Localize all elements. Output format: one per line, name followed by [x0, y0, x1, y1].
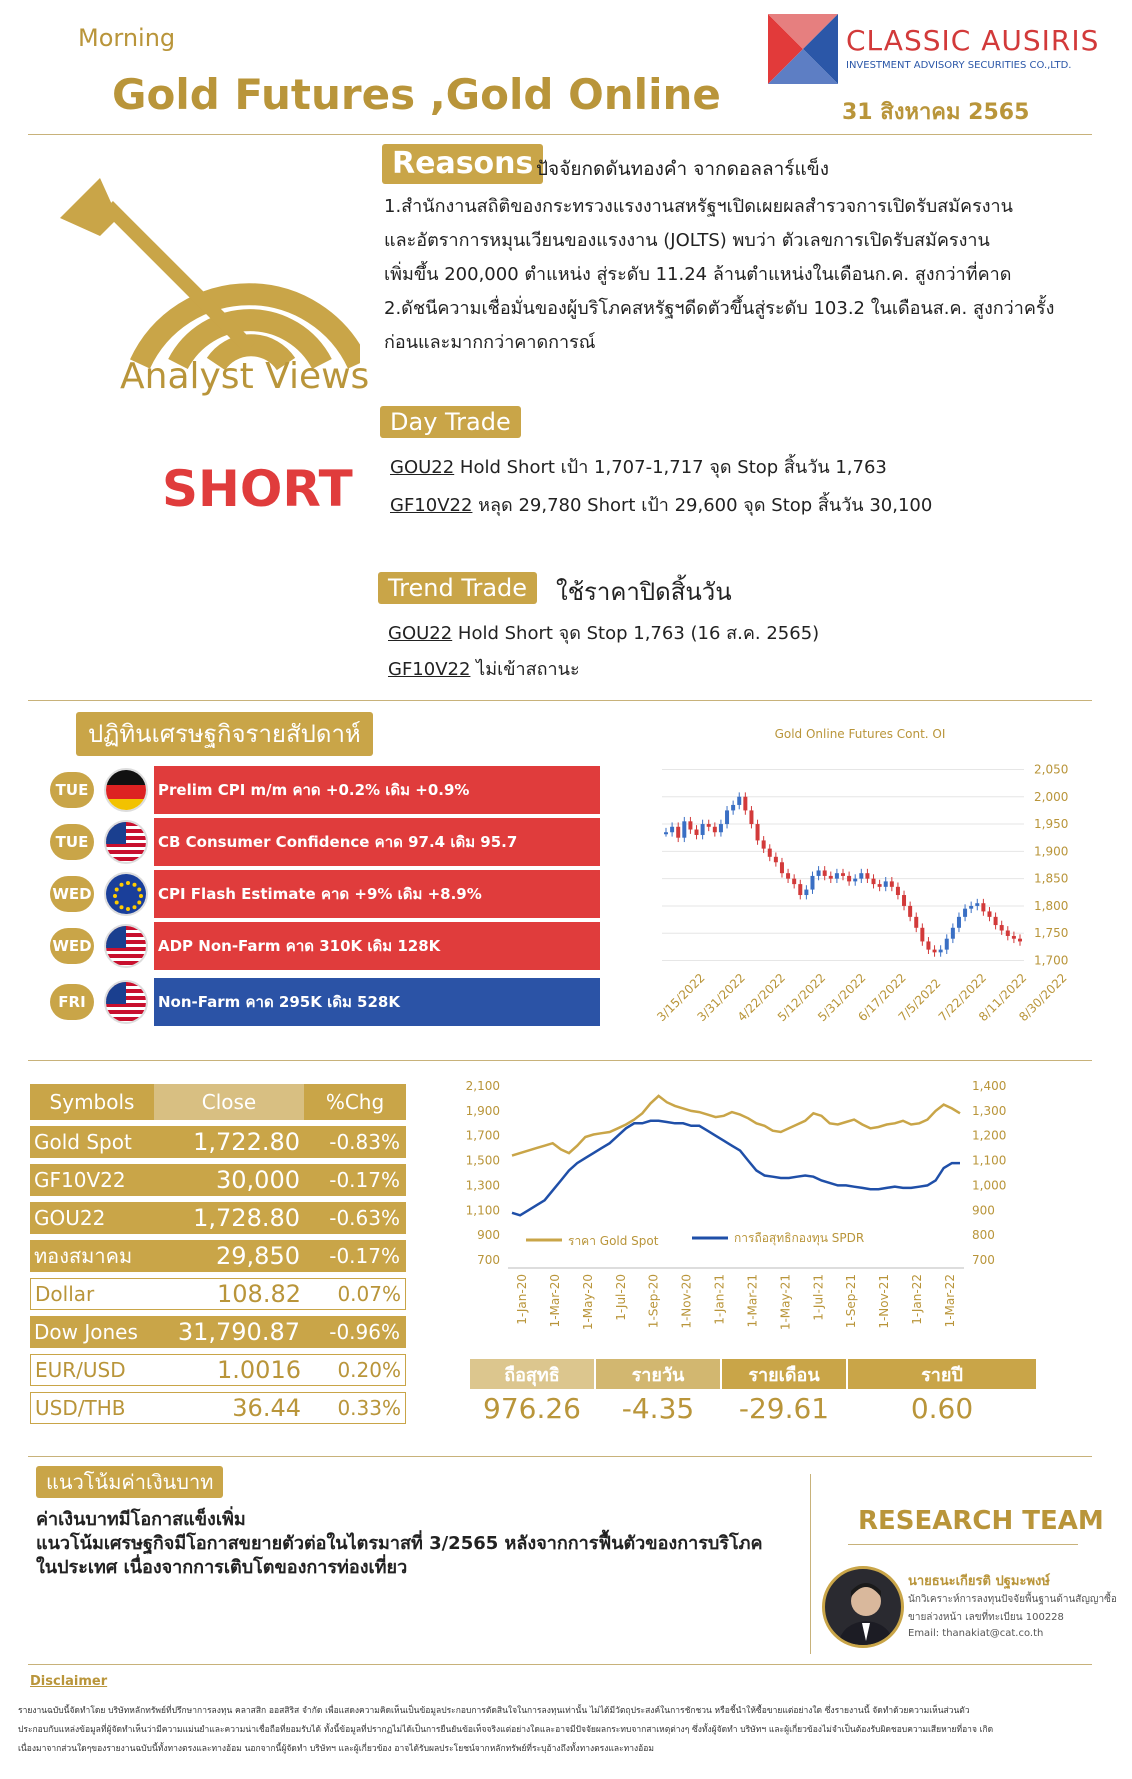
close-cell: 108.82	[217, 1280, 301, 1308]
candle-body	[664, 832, 668, 834]
candle-body	[957, 917, 961, 928]
stat-monthly: -29.61	[738, 1392, 830, 1425]
candle-body	[890, 881, 894, 886]
candle-body	[688, 821, 692, 829]
y-left-tick-label: 1,500	[465, 1153, 500, 1168]
chg-cell: -0.63%	[329, 1206, 400, 1230]
research-panel	[810, 1474, 811, 1654]
chg-cell: 0.33%	[337, 1396, 401, 1420]
y-left-tick-label: 900	[477, 1228, 500, 1243]
stat-head-yearly: รายปี	[848, 1359, 1036, 1389]
candle-body	[945, 939, 949, 950]
reasons-line: 1.สำนักงานสถิติของกระทรวงแรงงานสหรัฐฯเปิดเผยผลสำรวจการเปิดรับสมัครงาน	[384, 196, 1013, 217]
y-right-tick-label: 1,100	[972, 1153, 1007, 1168]
candle-body	[865, 873, 869, 878]
page-title: Gold Futures ,Gold Online	[112, 70, 721, 119]
divider	[28, 1060, 1092, 1061]
y-right-tick-label: 700	[972, 1253, 995, 1267]
symbol-cell: Gold Spot	[34, 1130, 132, 1154]
table-row	[30, 1392, 406, 1424]
chg-cell: -0.83%	[329, 1130, 400, 1154]
y-tick-label: 1,750	[1034, 926, 1069, 941]
candle-body	[872, 879, 876, 884]
x-tick-label: 1-Mar-22	[943, 1274, 957, 1328]
table-row	[30, 1278, 406, 1310]
candle-body	[975, 903, 979, 906]
calendar-event: ADP Non-Farm คาด 310K เดิม 128K	[154, 922, 600, 970]
candle-body	[963, 909, 967, 917]
y-left-tick-label: 1,300	[465, 1178, 500, 1193]
x-tick-label: 8/11/2022	[975, 970, 1030, 1025]
disclaimer-line: รายงานฉบับนี้จัดทำโดย บริษัทหลักทรัพย์ที่ปรึกษาการลงทุน คลาสสิก ออสสิริส จำกัด เพื่อแสดงความคิดเห็นเป็นข้อมูลประกอบการตัดสินใจในการลงทุนเท่านั้น ไม่ได้มีวัตถุประสงค์ในการชักชวน หรือชี้นำให้ซื้อขายแต่อย่างใด ซึ่งรายงานนี้ จัดทำด้วยความเห็นส่วนตัว	[18, 1706, 970, 1716]
trend-trade-text: ไม่เข้าสถานะ	[470, 659, 580, 680]
avatar	[822, 1566, 904, 1648]
candle-body	[798, 884, 802, 895]
y-right-tick-label: 800	[972, 1228, 995, 1243]
reasons-body	[384, 190, 1124, 360]
calendar-day-badge: TUE	[50, 824, 94, 860]
x-tick-label: 1-Mar-20	[547, 1274, 562, 1328]
calendar-day-badge: WED	[50, 928, 94, 964]
candle-body	[731, 805, 735, 810]
candle-body	[676, 827, 680, 838]
symbol-cell: GF10V22	[34, 1168, 126, 1192]
legend-label: การถือสุทธิกองทุน SPDR	[734, 1231, 865, 1245]
close-cell: 1,728.80	[193, 1204, 300, 1232]
candle-body	[737, 797, 741, 805]
x-tick-label: 7/22/2022	[935, 970, 990, 1025]
y-tick-label: 2,050	[1034, 762, 1069, 777]
candle-body	[969, 906, 973, 909]
candle-body	[1006, 931, 1010, 936]
calendar-item	[40, 922, 600, 970]
y-tick-label: 1,900	[1034, 844, 1069, 859]
candle-body	[786, 873, 790, 878]
table-row	[30, 1164, 406, 1196]
candle-body	[902, 895, 906, 906]
day-trade-line	[390, 490, 932, 519]
header-kicker: Morning	[78, 24, 176, 52]
candle-body	[817, 870, 821, 875]
usa-flag-icon	[104, 820, 148, 864]
candle-body	[1012, 936, 1016, 939]
candle-body	[939, 950, 943, 953]
divider	[28, 1664, 1092, 1665]
candle-body	[762, 840, 766, 848]
divider	[28, 134, 1092, 135]
x-tick-label: 1-Jul-20	[613, 1274, 628, 1321]
company-logo	[768, 14, 838, 84]
candle-body	[920, 928, 924, 942]
candle-body	[719, 824, 723, 832]
x-tick-label: 7/5/2022	[895, 976, 944, 1025]
x-tick-label: 8/30/2022	[1016, 970, 1070, 1025]
candle-body	[896, 887, 900, 895]
x-tick-label: 1-Jan-21	[712, 1274, 727, 1325]
signal-label: SHORT	[162, 460, 353, 518]
stat-net: 976.26	[483, 1392, 581, 1425]
candle-body	[987, 911, 991, 916]
disclaimer-line: เนื่องมาจากส่วนใดๆของรายงานฉบับนี้ทั้งทางตรงและทางอ้อม นอกจากนี้ผู้จัดทำ บริษัทฯ และผู้เกี่ยวข้อง อาจได้รับผลประโยชน์จากหลักทรัพย์ที่ระบุอ้างถึงทั้งทางตรงและทางอ้อม	[18, 1744, 654, 1754]
candle-body	[951, 928, 955, 939]
spdr-chart	[456, 1070, 1016, 1340]
usa-flag-icon	[104, 924, 148, 968]
y-right-tick-label: 1,000	[972, 1178, 1007, 1193]
stat-yearly: 0.60	[910, 1392, 974, 1425]
candle-body	[914, 917, 918, 928]
day-trade-text: หลุด 29,780 Short เป้า 29,600 จุด Stop สิ้นวัน 30,100	[472, 495, 933, 516]
x-tick-label: 1-Jul-21	[811, 1274, 826, 1321]
research-title: RESEARCH TEAM	[858, 1506, 1104, 1536]
candle-body	[774, 857, 778, 862]
baht-body	[36, 1508, 796, 1580]
close-cell: 1.0016	[217, 1356, 301, 1384]
chg-cell: 0.07%	[337, 1282, 401, 1306]
oi-chart	[620, 714, 1100, 1054]
spdr-holdings-line	[512, 1121, 960, 1216]
disclaimer-body	[18, 1702, 1114, 1759]
day-trade-tag: Day Trade	[380, 406, 521, 438]
analyst-role: นักวิเคราะห์การลงทุนปัจจัยพื้นฐานด้านสัญญาซื้อ	[908, 1594, 1117, 1605]
candle-body	[878, 884, 882, 887]
chg-cell: 0.20%	[337, 1358, 401, 1382]
candle-body	[792, 879, 796, 884]
table-row	[30, 1126, 406, 1158]
trend-trade-tag: Trend Trade	[378, 572, 537, 604]
x-tick-label: 3/15/2022	[654, 970, 708, 1025]
x-tick-label: 1-Mar-21	[745, 1274, 760, 1328]
x-tick-label: 1-Jan-20	[515, 1274, 529, 1325]
trend-trade-text: Hold Short จุด Stop 1,763 (16 ส.ค. 2565)	[452, 623, 820, 644]
trend-trade-note: ใช้ราคาปิดสิ้นวัน	[556, 578, 732, 606]
germany-flag-icon	[104, 768, 148, 812]
header-close: Close	[154, 1084, 304, 1120]
divider	[28, 700, 1092, 701]
candle-body	[768, 849, 772, 857]
calendar-day-badge: WED	[50, 876, 94, 912]
analyst-license: ขายล่วงหน้า เลขที่ทะเบียน 100228	[908, 1612, 1064, 1623]
target-icon	[60, 178, 360, 378]
y-tick-label: 1,700	[1034, 953, 1069, 968]
table-row	[30, 1240, 406, 1272]
candle-body	[780, 862, 784, 873]
reasons-line: 2.ดัชนีความเชื่อมั่นของผู้บริโภคสหรัฐฯดีดตัวขึ้นสู่ระดับ 103.2 ในเดือนส.ค. สูงกว่าครั้ง	[384, 298, 1055, 319]
calendar-title: ปฏิทินเศรษฐกิจรายสัปดาห์	[76, 712, 373, 756]
close-cell: 1,722.80	[193, 1128, 300, 1156]
y-left-tick-label: 1,700	[465, 1128, 500, 1143]
eu-flag-icon	[104, 872, 148, 916]
trend-trade-line	[388, 618, 819, 647]
report-date: 31 สิงหาคม 2565	[842, 100, 1030, 125]
calendar-day-badge: FRI	[50, 984, 94, 1020]
symbol-link[interactable]: GOU22	[388, 623, 453, 644]
candle-body	[713, 827, 717, 832]
y-tick-label: 1,800	[1034, 898, 1069, 913]
candle-body	[933, 950, 937, 953]
reasons-headline: ปัจจัยกดดันทองคำ จากดอลลาร์แข็ง	[536, 158, 829, 180]
y-tick-label: 1,850	[1034, 871, 1069, 886]
candle-body	[884, 881, 888, 886]
candle-body	[1000, 925, 1004, 930]
symbol-cell: ทองสมาคม	[34, 1244, 133, 1268]
calendar-event: CB Consumer Confidence คาด 97.4 เดิม 95.7	[154, 818, 600, 866]
x-tick-label: 4/22/2022	[734, 970, 789, 1025]
header-chg: %Chg	[325, 1090, 385, 1114]
symbol-cell: EUR/USD	[35, 1358, 126, 1382]
x-tick-label: 1-May-20	[580, 1274, 595, 1331]
y-right-tick-label: 900	[972, 1203, 995, 1218]
candle-body	[682, 821, 686, 837]
stat-head-daily: รายวัน	[596, 1359, 720, 1389]
analyst-views-label: Analyst Views	[120, 356, 370, 397]
candle-body	[853, 879, 857, 882]
x-tick-label: 1-Jan-22	[910, 1274, 925, 1325]
y-left-tick-label: 1,900	[465, 1103, 500, 1118]
candle-body	[701, 824, 705, 835]
analyst-email[interactable]: Email: thanakiat@cat.co.th	[908, 1628, 1044, 1639]
divider	[28, 1456, 1092, 1457]
brand-name: CLASSIC AUSIRIS	[846, 24, 1100, 57]
x-tick-label: 1-Sep-21	[844, 1274, 859, 1329]
brand-subtitle: INVESTMENT ADVISORY SECURITIES CO.,LTD.	[846, 60, 1072, 71]
baht-tag: แนวโน้มค่าเงินบาท	[36, 1466, 223, 1498]
y-right-tick-label: 1,400	[972, 1079, 1007, 1093]
candle-body	[1018, 939, 1022, 942]
close-cell: 36.44	[232, 1394, 301, 1422]
x-tick-label: 1-Sep-20	[646, 1274, 661, 1329]
x-tick-label: 1-May-21	[778, 1274, 793, 1331]
close-cell: 29,850	[216, 1242, 300, 1270]
candle-body	[926, 941, 930, 949]
stat-head-net: ถือสุทธิ	[470, 1359, 594, 1389]
y-tick-label: 2,000	[1034, 789, 1069, 804]
candle-body	[847, 876, 851, 881]
y-left-tick-label: 1,100	[465, 1203, 500, 1218]
candle-body	[810, 876, 814, 890]
research-underline	[848, 1544, 1078, 1545]
symbol-cell: GOU22	[34, 1206, 106, 1230]
x-tick-label: 6/17/2022	[855, 970, 909, 1025]
candle-body	[829, 876, 833, 879]
x-tick-label: 5/12/2022	[774, 970, 829, 1025]
symbol-cell: Dow Jones	[34, 1320, 138, 1344]
candle-body	[743, 797, 747, 811]
candle-body	[835, 873, 839, 878]
x-tick-label: 5/31/2022	[815, 970, 869, 1025]
y-left-tick-label: 2,100	[465, 1079, 500, 1093]
day-trade-text: Hold Short เป้า 1,707-1,717 จุด Stop สิ้นวัน 1,763	[454, 457, 887, 478]
table-row	[30, 1316, 406, 1348]
table-row	[30, 1354, 406, 1386]
calendar-item	[40, 766, 600, 814]
close-cell: 31,790.87	[177, 1318, 300, 1346]
header-symbols: Symbols	[49, 1090, 135, 1114]
candle-body	[695, 830, 699, 835]
disclaimer-line: ประกอบกับแหล่งข้อมูลที่ผู้จัดทำเห็นว่ามีความแม่นยำและความน่าเชื่อถือที่ยอมรับได้ ทั้งนี้ข้อมูลที่ปรากฏไม่ได้เป็นการยืนยันข้อเท็จจริงแต่อย่างใดและอาจมีปัจจัยผลกระทบจากสาเหตุต่างๆ ซึ่งทั้งผู้จัดทำ บริษัทฯ และผู้เกี่ยวข้องไม่จำเป็นต้องรับผิดชอบความเสียหายที่อาจ เกิด	[18, 1725, 994, 1735]
symbol-link[interactable]: GF10V22	[390, 495, 473, 516]
close-cell: 30,000	[216, 1166, 300, 1194]
candle-body	[823, 870, 827, 875]
chg-cell: -0.17%	[329, 1168, 400, 1192]
candle-body	[994, 917, 998, 925]
x-tick-label: 1-Nov-20	[679, 1274, 694, 1329]
candle-body	[670, 827, 674, 832]
candle-body	[707, 824, 711, 827]
y-tick-label: 1,950	[1034, 817, 1069, 832]
legend-label: ราคา Gold Spot	[568, 1234, 659, 1248]
y-left-tick-label: 700	[477, 1253, 500, 1267]
calendar-item	[40, 978, 600, 1026]
stat-daily: -4.35	[621, 1392, 695, 1425]
x-tick-label: 3/31/2022	[694, 970, 748, 1025]
candle-body	[756, 824, 760, 840]
disclaimer-title: Disclaimer	[30, 1674, 108, 1689]
baht-line: ในประเทศ เนื่องจากการเติบโตของการท่องเที่ยว	[36, 1557, 408, 1578]
symbol-cell: Dollar	[35, 1282, 95, 1306]
usa-flag-icon	[104, 980, 148, 1024]
y-right-tick-label: 1,300	[972, 1103, 1007, 1118]
chg-cell: -0.17%	[329, 1244, 400, 1268]
x-tick-label: 1-Nov-21	[877, 1274, 892, 1329]
gold-spot-line	[512, 1096, 960, 1156]
y-right-tick-label: 1,200	[972, 1128, 1007, 1143]
candle-body	[841, 873, 845, 876]
stat-head-monthly: รายเดือน	[722, 1359, 846, 1389]
reasons-line: ก่อนและมากกว่าคาดการณ์	[384, 332, 596, 353]
analyst-name: นายธนะเกียรติ ปฐมะพงษ์	[908, 1574, 1050, 1589]
baht-line: ค่าเงินบาทมีโอกาสแข็งเพิ่ม	[36, 1509, 246, 1530]
reasons-line: เพิ่มขึ้น 200,000 ตำแหน่ง สู่ระดับ 11.24 ล้านตำแหน่งในเดือนก.ค. สูงกว่าที่คาด	[384, 264, 1012, 285]
calendar-item	[40, 818, 600, 866]
baht-line: แนวโน้มเศรษฐกิจมีโอกาสขยายตัวต่อในไตรมาสที่ 3/2565 หลังจากการฟื้นตัวของการบริโภค	[36, 1533, 763, 1554]
chg-cell: -0.96%	[329, 1320, 400, 1344]
calendar-event: Non-Farm คาด 295K เดิม 528K	[154, 978, 600, 1026]
symbol-cell: USD/THB	[35, 1396, 126, 1420]
calendar-day-badge: TUE	[50, 772, 94, 808]
candle-body	[804, 890, 808, 895]
candle-body	[981, 903, 985, 911]
candle-body	[725, 810, 729, 824]
symbols-table-header	[30, 1084, 406, 1120]
candle-body	[749, 810, 753, 824]
calendar-event: Prelim CPI m/m คาด +0.2% เดิม +0.9%	[154, 766, 600, 814]
trend-trade-line	[388, 654, 580, 683]
reasons-tag: Reasons	[382, 144, 543, 184]
candle-body	[859, 873, 863, 878]
chart-title: Gold Online Futures Cont. OI	[774, 727, 946, 741]
symbol-link[interactable]: GF10V22	[388, 659, 471, 680]
table-row	[30, 1202, 406, 1234]
calendar-event: CPI Flash Estimate คาด +9% เดิม +8.9%	[154, 870, 600, 918]
reasons-line: และอัตราการหมุนเวียนของแรงงาน (JOLTS) พบว่า ตัวเลขการเปิดรับสมัครงาน	[384, 230, 990, 251]
calendar-item	[40, 870, 600, 918]
candle-body	[908, 906, 912, 917]
day-trade-line	[390, 452, 887, 481]
symbol-link[interactable]: GOU22	[390, 457, 455, 478]
